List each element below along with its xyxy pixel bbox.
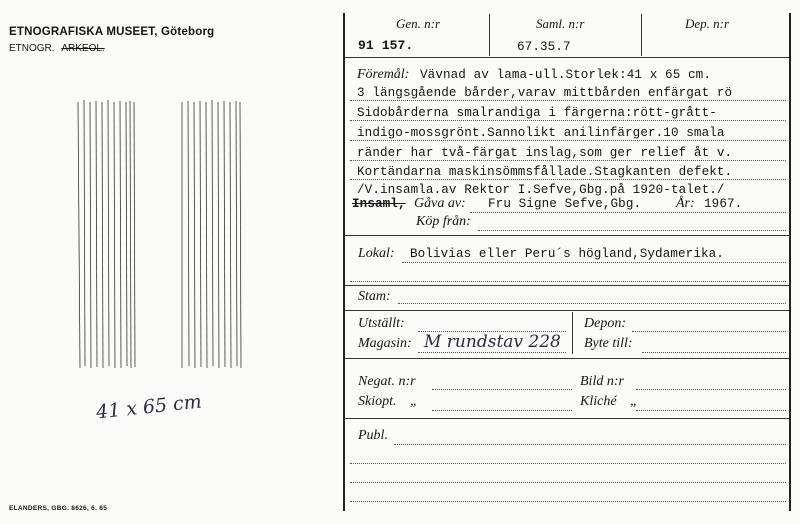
lokal-label: Lokal: (358, 246, 395, 261)
kliche-ditto: „ (630, 394, 638, 409)
dotted-line (350, 140, 786, 141)
department-struck: ARKEOL. (61, 43, 105, 54)
museum-name: ETNOGRAFISKA MUSEET, Göteborg (9, 26, 215, 38)
dotted-line (350, 463, 786, 464)
dotted-line (470, 212, 786, 213)
gava-value: Fru Signe Sefve,Gbg. (488, 197, 642, 211)
magasin-value: M rundstav 228 (424, 332, 561, 352)
dep-label: Dep. n:r (685, 16, 730, 31)
depon-label: Depon: (584, 316, 626, 331)
byte-label: Byte till: (584, 336, 633, 351)
saml-number: 67.35.7 (517, 40, 571, 54)
header-divider-1 (489, 14, 490, 56)
gava-label: Gåva av: (414, 196, 466, 211)
ar-label: År: (676, 196, 695, 211)
foremal-line-5: Kortändarna maskinsömmsfållade.Stagkanten defekt. (357, 165, 733, 179)
dotted-line (432, 389, 572, 390)
dotted-line (432, 410, 572, 411)
foremal-line-6: /V.insamla.av Rektor I.Sefve,Gbg.på 1920-talet./ (357, 183, 725, 197)
header-bottom-line (345, 57, 789, 58)
textile-sketch (70, 96, 260, 376)
dotted-line (394, 444, 786, 445)
foremal-label: Föremål: (357, 67, 410, 82)
header-divider-2 (641, 14, 642, 56)
dotted-line (632, 331, 786, 332)
publ-label: Publ. (358, 428, 388, 443)
foremal-line-1: 3 längsgående bårder,varav mittbården enfärgat rö (357, 86, 733, 100)
printer-note: ELANDERS, GBG. 8626, 6. 65 (9, 505, 108, 512)
kliche-label (580, 394, 638, 410)
card-border-right (789, 13, 791, 511)
foremal-line-4: ränder har två-färgat inslag,som ger relief åt v. (357, 146, 733, 160)
saml-label: Saml. n:r (536, 16, 585, 31)
ar-value: 1967. (704, 197, 743, 211)
lokal-value: Bolivias eller Peru´s högland,Sydamerika. (410, 247, 724, 261)
dotted-line (642, 352, 786, 353)
kliche-text: Kliché (580, 394, 617, 409)
dotted-line (398, 303, 786, 304)
section-line (345, 285, 789, 286)
dimension-note: 41 x 65 cm (95, 390, 203, 424)
section-line (345, 358, 789, 359)
gen-number: 91 157. (358, 38, 414, 53)
negat-label: Negat. n:r (358, 374, 416, 389)
dotted-line (350, 281, 786, 282)
dotted-line (350, 501, 786, 502)
kop-label: Köp från: (416, 214, 471, 229)
skiopt-label (358, 394, 418, 410)
dotted-line (636, 389, 786, 390)
skiopt-ditto: „ (410, 394, 418, 409)
section-line (345, 235, 789, 236)
section-line (345, 310, 789, 311)
foremal-line-3: indigo-mossgrönt.Sannolikt anilinfärger.10 smala (357, 126, 725, 140)
dotted-line (350, 160, 786, 161)
section-line (345, 418, 789, 419)
dotted-line (402, 262, 786, 263)
dotted-line (350, 482, 786, 483)
foremal-first-line: Vävnad av lama-ull.Storlek:41 x 65 cm. (420, 68, 711, 82)
skiopt-text: Skiopt. (358, 394, 397, 409)
stam-label: Stam: (358, 289, 391, 304)
dotted-line (350, 120, 786, 121)
foremal-line-2: Sidobårderna smalrandiga i färgerna:rött-grått- (357, 106, 717, 120)
dotted-line (478, 230, 786, 231)
card-border-left (343, 13, 345, 511)
utstallt-divider (572, 312, 573, 354)
dotted-line (350, 100, 786, 101)
dotted-line (636, 410, 786, 411)
dotted-line (350, 179, 786, 180)
magasin-label: Magasin: (358, 336, 412, 351)
bild-label: Bild n:r (580, 374, 624, 389)
department-prefix: ETNOGR. (9, 43, 55, 54)
insaml-struck: Insaml, (352, 197, 406, 211)
utstallt-label: Utställt: (358, 316, 405, 331)
department-label (9, 43, 105, 54)
dotted-line (418, 352, 566, 353)
gen-label: Gen. n:r (396, 16, 441, 31)
